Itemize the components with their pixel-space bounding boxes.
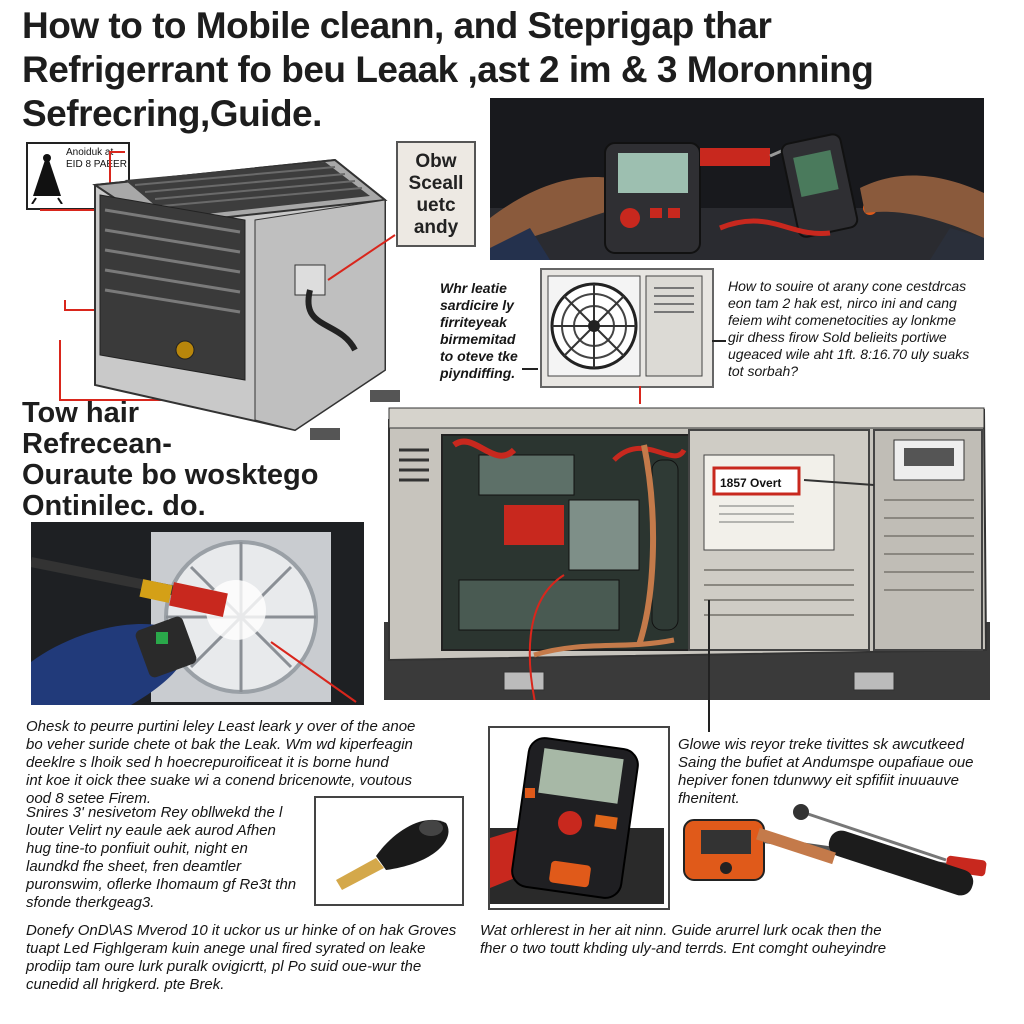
- section-heading: Tow hair Refrecean- Ouraute bo wosktego Ontinilec. do.: [22, 397, 319, 522]
- leak-meter-image: [488, 726, 670, 910]
- right-callout-text: How to souire ot arany cone cestdrcas eon tam 2 hak est, nirco ini and cang feiem wiht comenetocities ay lonkme gir dhess firow Sold belieits portiwe ugeaced wile aht 1ft. 8:16.70 uly suaks tot sorbah?: [728, 278, 970, 379]
- leak-detector-photo: [490, 98, 984, 260]
- callout-box: Obw Sceall uetc andy: [396, 141, 476, 247]
- unit-sticker: 1857 Overt: [720, 476, 782, 490]
- mini-unit-illustration: [540, 268, 714, 388]
- probe-tip-icon: [316, 798, 458, 900]
- page-title: How to to Mobile cleann, and Steprigap thar Refrigerrant fo beu Leaak ,ast 2 im & 3 Moronning Sefrecring,Guide.: [22, 5, 874, 134]
- photo-technicians-testing: [490, 98, 984, 260]
- left-callout-text: Whr leatie sardicire ly firriteyeak birmemitad to oteve tke piyndiffing.: [440, 280, 518, 381]
- hazard-label-text: Anoiduk at EID 8 PAEER: [66, 147, 127, 170]
- gloved-hand-photo: [31, 522, 364, 705]
- callout-leader-right: [712, 340, 726, 342]
- digital-meter-icon: [490, 728, 664, 904]
- probe-tip-image: [314, 796, 464, 906]
- paragraph-tips: Glowe wis reyor treke tivittes sk awcutkeed Saing the bufiet at Andumspe oupafiaue oue hepiver fonen tdunwwy eit spfifiit inuuauve fhenitent.: [678, 736, 974, 807]
- open-unit-illustration: [384, 400, 990, 700]
- open-unit-drawing: [384, 400, 990, 700]
- callout-leader: [522, 368, 538, 370]
- fan-grill-icon: [542, 270, 708, 382]
- paragraph-intro: Ohesk to peurre purtini leley Least leark y over of the anoe bo veher suride chete ot bak the Leak. Wm wd kiperfeagin deeklre s lhoik sed h hoecrepuroificeat it is borne hund int koe it oick thee suake wi a conend bricenowte, voutous ood 8 setee Firem.: [26, 718, 416, 807]
- paragraph-summary: Donefy OnD\AS Mverod 10 it uckor us ur hinke of on hak Groves tuapt Led Fighlgeram kuin anege unal fired syrated on leake prodiip tam oure lurk puralk ovigicrtt, pl Po suid oue-wur the cunedid all hrigkerd. pte Brek.: [26, 922, 457, 993]
- photo-gloved-hand-tool: [31, 522, 364, 705]
- paragraph-steps: Snires 3' nesivetom Rey obllwekd the l louter Velirt ny eaule aek aurod Afhen hug tine-to ponfiuit ouhit, night en laundkd fhe sheet, fren deamtler puronswim, oflerke Ihomaum gf Re3t thn sfonde therkgeag3.: [26, 804, 297, 911]
- arrow-connector: [639, 386, 641, 404]
- connector-line: [708, 600, 710, 732]
- paragraph-closing: Wat orhlerest in her ait ninn. Guide arurrel lurk ocak then the fher o two toutt khding uly-and terrds. Ent comght ouheyindre: [480, 922, 887, 957]
- tools-image: [676, 800, 1006, 910]
